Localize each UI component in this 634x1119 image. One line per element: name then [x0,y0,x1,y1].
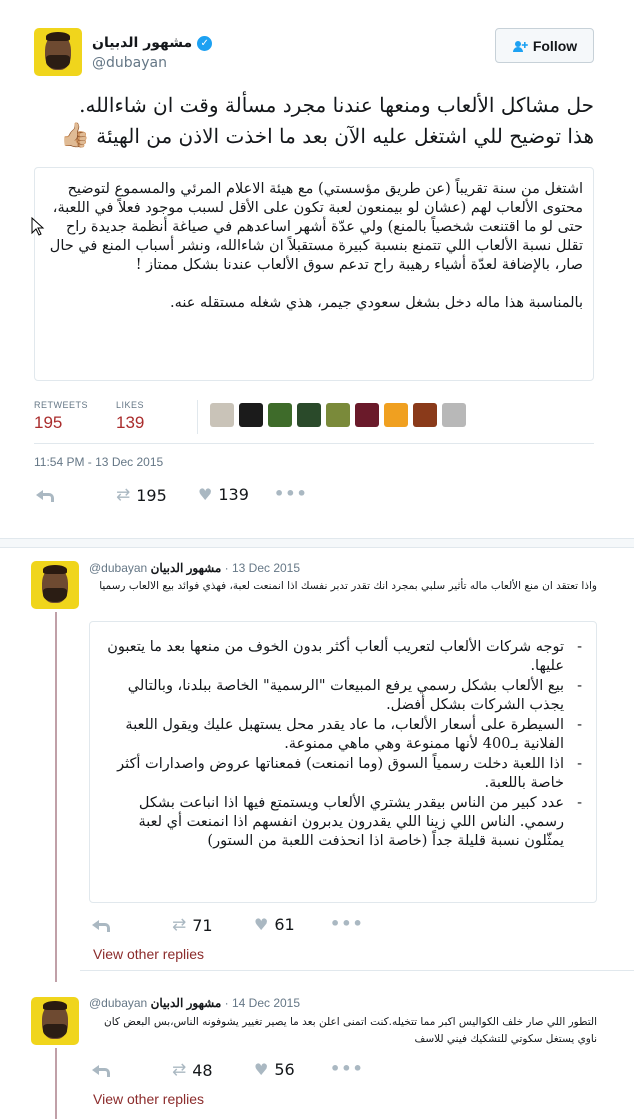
follow-button[interactable] [495,28,594,63]
stats-divider [197,400,198,434]
reply-date[interactable]: · 13 Dec 2015 [224,561,301,575]
follow-label: Follow [532,37,578,54]
reply-icon [36,488,52,500]
like-action[interactable] [198,485,249,504]
thread-line [55,612,57,982]
reply-avatar[interactable] [31,997,79,1045]
likes-stat[interactable] [116,400,144,433]
liker-avatar[interactable] [268,403,292,427]
benefit-item: - بيع الألعاب بشكل رسمي يرفع المبيعات "الرسمية" الخاصة ببلدنا، وبالتالي يجذب الشركات بشكل أفضل. [102,677,584,715]
benefits-list [102,638,584,851]
reply-icon [92,1063,108,1075]
retweet-icon: ⇄ [116,485,131,505]
benefit-item: - عدد كبير من الناس بيقدر يشتري الألعاب ويستمتع فيها اذا انباعت بشكل رسمي. الناس اللي زينا اللي يقدرون يدبرون انفسهم اذا انمنعت أي لعبة يمثّلون نسبة قليلة جداً (خاصة اذا انحذفت اللعبة من الستور) [102,794,584,851]
benefit-item: - توجه شركات الألعاب لتعريب ألعاب أكثر بدون الخوف من منعها بعد ما يتعبون عليها. [102,638,584,676]
tweet-text-line1: حل مشاكل الألعاب ومنعها عندنا مجرد مسألة وقت ان شاءالله. [79,93,594,117]
author-avatar[interactable] [34,28,82,76]
mouse-cursor-icon [31,217,45,237]
benefit-item: - السيطرة على أسعار الألعاب، ما عاد يقدر محل يستهبل عليك ويقول اللعبة الفلانية بـ400 لأنها ممنوعة وهي ماهي ممنوعة. [102,716,584,754]
stats-bottom-border [34,443,594,444]
retweets-label: RETWEETS [34,400,89,410]
retweet-action[interactable] [116,485,167,505]
like-action-count: 56 [274,1060,295,1079]
explanation-box [34,167,594,381]
reply-header [89,561,300,575]
tweet-text [34,90,594,151]
liker-avatar[interactable] [355,403,379,427]
tweet-text-line2: هذا توضيح للي اشتغل عليه الآن بعد ما اخذت الاذن من الهيئة [96,124,594,148]
more-action[interactable] [330,1059,364,1078]
reply-avatar[interactable] [31,561,79,609]
liker-avatar[interactable] [442,403,466,427]
benefit-item: - اذا اللعبة دخلت رسمياً السوق (وما انمنعت) فمعناتها عروض واصدارات أكثر خاصة باللعبة. [102,755,584,793]
add-user-icon [512,40,528,52]
explanation-paragraph: اشتغل من سنة تقريباً (عن طريق مؤسستي) مع هيئة الاعلام المرئي والمسموع لتوضيح محتوى الألعاب لهم (عشان لو بيمنعون لعبة تكون على الأقل لسبب موجود فعلاً في اللعبة، حتى لو ما اقتنعت شخصياً بالمنع) ولي عدّة أشهر اساعدهم في صياغة أنظمة جديدة راح تقلل نسبة الألعاب اللي تتمنع بنسبة كبيرة مستقبلاً ان شاءالله، ونشر أسباب المنع في حال صار، بالإضافة لعدّة أشياء رهيبة راح تدعم سوق الألعاب عندنا بشكل ممتاز ! [49,181,583,273]
explanation-note: بالمناسبة هذا ماله دخل بشغل سعودي جيمر، هذي شغله مستقله عنه. [169,295,583,311]
likes-label: LIKES [116,400,145,410]
heart-icon: ♥ [254,1060,269,1079]
author-display-name[interactable]: مشهور الدبيان [92,35,193,51]
reply-action[interactable] [92,918,108,930]
more-action[interactable] [274,484,308,503]
likers-avatar-list [210,403,466,427]
reply-icon [92,918,108,930]
more-icon: ••• [274,484,308,503]
like-action-count: 61 [274,915,295,934]
reply-header [89,996,300,1010]
reply-divider [80,970,634,971]
reply-handle[interactable]: @dubayan [89,561,148,575]
retweet-action-count: 48 [192,1060,213,1080]
tweet-timestamp[interactable]: 11:54 PM - 13 Dec 2015 [34,455,164,469]
liker-avatar[interactable] [210,403,234,427]
view-other-replies-link[interactable]: View other replies [93,946,205,962]
reply-action[interactable] [36,488,52,500]
retweet-action[interactable] [172,915,213,935]
like-action[interactable] [254,915,295,934]
verified-badge-icon: ✓ [197,36,212,51]
likes-count: 139 [116,413,145,432]
reply-display-name[interactable]: مشهور الدبيان [150,996,222,1010]
heart-icon: ♥ [198,485,213,504]
author-handle[interactable]: @dubayan [92,55,167,71]
retweet-action-count: 71 [192,915,213,935]
reply-action[interactable] [92,1063,108,1075]
liker-avatar[interactable] [239,403,263,427]
like-action-count: 139 [218,485,249,504]
thumbs-up-emoji: 👍🏼 [59,121,90,149]
thread-line [55,1048,57,1119]
tweet-text-line2-row [34,120,594,151]
more-icon: ••• [330,1059,364,1078]
like-action[interactable] [254,1060,295,1079]
retweets-count: 195 [34,413,63,432]
view-other-replies-link[interactable]: View other replies [93,1091,205,1107]
heart-icon: ♥ [254,915,269,934]
reply-date[interactable]: · 14 Dec 2015 [224,996,301,1010]
more-icon: ••• [330,914,364,933]
reply-text: التطور اللي صار خلف الكواليس اكبر مما تتخيله.كنت اتمنى اعلن بعد ما يصير تغيير يشوفونه الناس،بس البعض كان ناوي يستغل سكوتي للتشكيك فيني للاسف [104,1016,597,1045]
liker-avatar[interactable] [297,403,321,427]
benefits-box [89,621,597,903]
liker-avatar[interactable] [413,403,437,427]
retweets-stat[interactable] [34,400,88,433]
reply-handle[interactable]: @dubayan [89,996,148,1010]
retweet-action[interactable] [172,1060,213,1080]
liker-avatar[interactable] [326,403,350,427]
reply-text: واذا تعتقد ان منع الألعاب ماله تأثير سلبي بمجرد انك تقدر تدبر نفسك اذا انمنعت لعبة، فهذي فوائد بيع الالعاب رسميا [99,580,597,592]
liker-avatar[interactable] [384,403,408,427]
reply-display-name[interactable]: مشهور الدبيان [150,561,222,575]
retweet-action-count: 195 [136,485,167,505]
retweet-icon: ⇄ [172,915,187,935]
author-name-row[interactable] [92,35,212,51]
retweet-icon: ⇄ [172,1060,187,1080]
more-action[interactable] [330,914,364,933]
replies-separator [0,538,634,548]
